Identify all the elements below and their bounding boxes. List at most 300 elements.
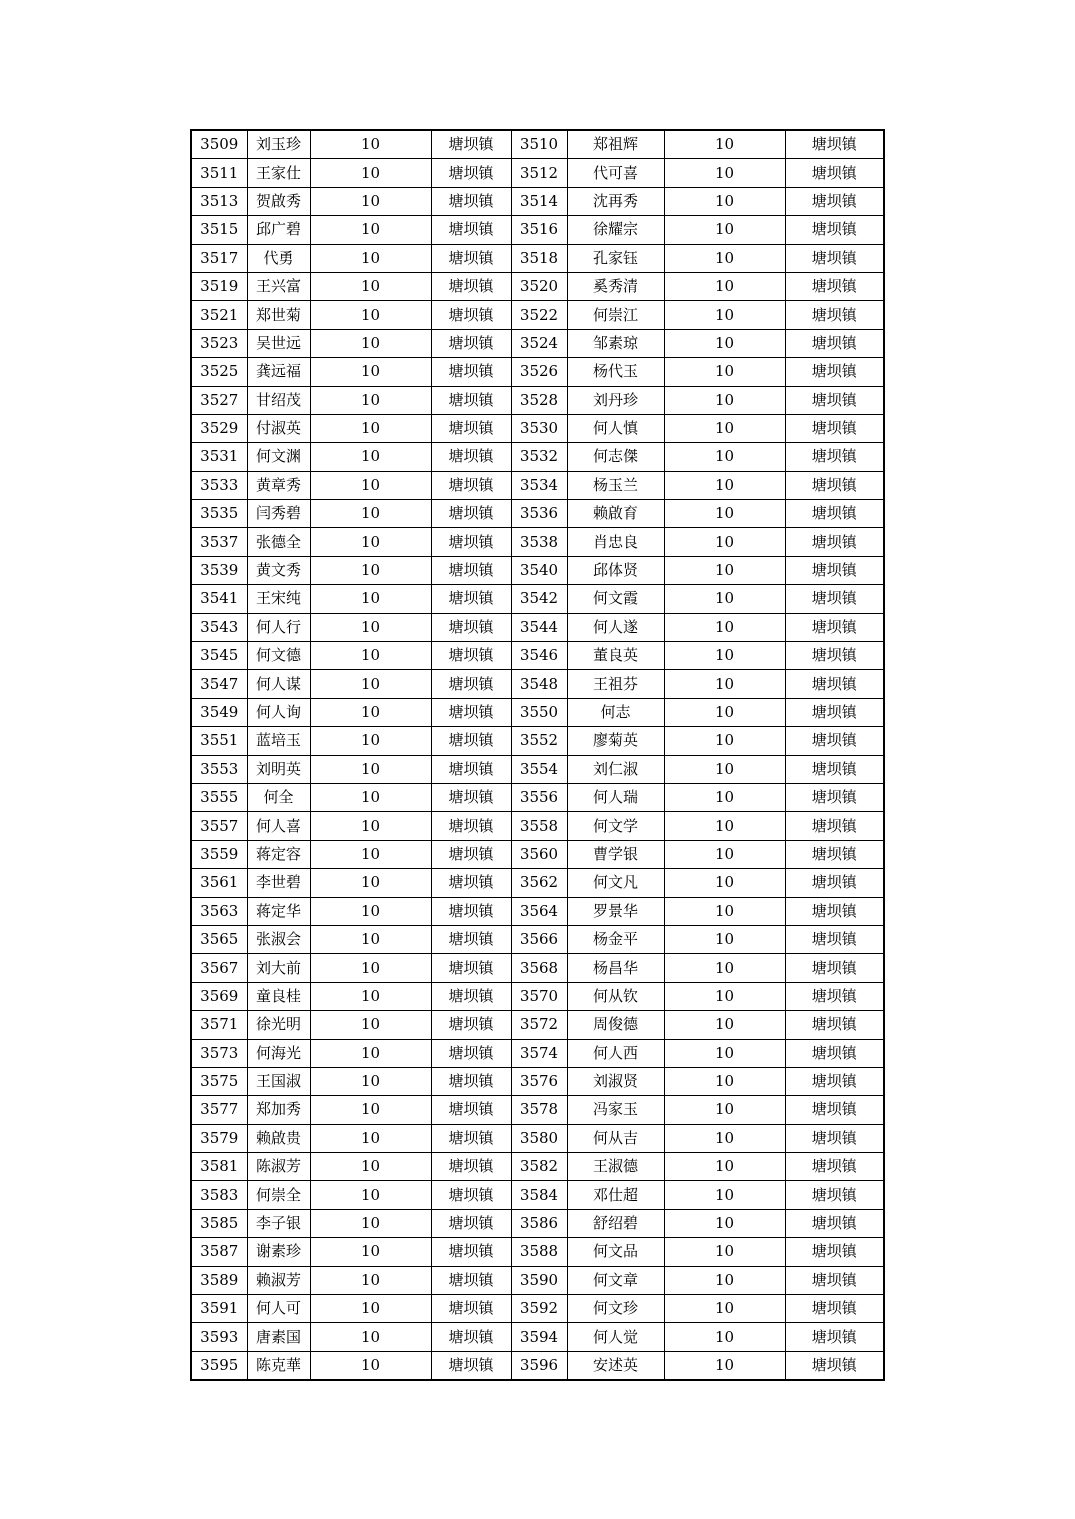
- name-cell: 陈淑芳: [247, 1153, 310, 1181]
- town-cell: 塘坝镇: [431, 727, 511, 755]
- amount-cell: 10: [664, 1011, 785, 1039]
- amount-cell: 10: [664, 216, 785, 244]
- amount-cell: 10: [664, 187, 785, 215]
- amount-cell: 10: [310, 414, 431, 442]
- name-cell: 王家仕: [247, 159, 310, 187]
- town-cell: 塘坝镇: [431, 301, 511, 329]
- name-cell: 黄章秀: [247, 471, 310, 499]
- serial-number-cell: 3588: [511, 1238, 567, 1266]
- town-cell: 塘坝镇: [431, 1067, 511, 1095]
- town-cell: 塘坝镇: [431, 216, 511, 244]
- town-cell: 塘坝镇: [785, 216, 884, 244]
- town-cell: 塘坝镇: [431, 670, 511, 698]
- town-cell: 塘坝镇: [431, 471, 511, 499]
- name-cell: 龚远福: [247, 358, 310, 386]
- serial-number-cell: 3571: [191, 1011, 247, 1039]
- town-cell: 塘坝镇: [785, 443, 884, 471]
- table-row: [191, 500, 884, 528]
- serial-number-cell: 3522: [511, 301, 567, 329]
- amount-cell: 10: [310, 1209, 431, 1237]
- town-cell: 塘坝镇: [785, 1067, 884, 1095]
- town-cell: 塘坝镇: [431, 642, 511, 670]
- town-cell: 塘坝镇: [785, 1011, 884, 1039]
- serial-number-cell: 3574: [511, 1039, 567, 1067]
- town-cell: 塘坝镇: [431, 1096, 511, 1124]
- name-cell: 何文珍: [567, 1295, 664, 1323]
- town-cell: 塘坝镇: [431, 698, 511, 726]
- serial-number-cell: 3592: [511, 1295, 567, 1323]
- amount-cell: 10: [664, 1039, 785, 1067]
- town-cell: 塘坝镇: [431, 982, 511, 1010]
- name-cell: 王祖芬: [567, 670, 664, 698]
- name-cell: 杨玉兰: [567, 471, 664, 499]
- amount-cell: 10: [310, 1039, 431, 1067]
- serial-number-cell: 3512: [511, 159, 567, 187]
- serial-number-cell: 3579: [191, 1124, 247, 1152]
- amount-cell: 10: [310, 130, 431, 159]
- town-cell: 塘坝镇: [785, 869, 884, 897]
- serial-number-cell: 3547: [191, 670, 247, 698]
- amount-cell: 10: [310, 329, 431, 357]
- amount-cell: 10: [664, 840, 785, 868]
- table-row: [191, 1209, 884, 1237]
- serial-number-cell: 3593: [191, 1323, 247, 1351]
- town-cell: 塘坝镇: [431, 585, 511, 613]
- serial-number-cell: 3524: [511, 329, 567, 357]
- serial-number-cell: 3520: [511, 272, 567, 300]
- town-cell: 塘坝镇: [431, 443, 511, 471]
- name-cell: 何文霞: [567, 585, 664, 613]
- serial-number-cell: 3544: [511, 613, 567, 641]
- serial-number-cell: 3531: [191, 443, 247, 471]
- table-row: [191, 670, 884, 698]
- town-cell: 塘坝镇: [431, 1181, 511, 1209]
- serial-number-cell: 3536: [511, 500, 567, 528]
- name-cell: 刘淑贤: [567, 1067, 664, 1095]
- amount-cell: 10: [310, 670, 431, 698]
- name-cell: 陈克華: [247, 1351, 310, 1380]
- amount-cell: 10: [664, 670, 785, 698]
- serial-number-cell: 3554: [511, 755, 567, 783]
- town-cell: 塘坝镇: [431, 1238, 511, 1266]
- town-cell: 塘坝镇: [785, 1295, 884, 1323]
- town-cell: 塘坝镇: [785, 670, 884, 698]
- name-cell: 何人谋: [247, 670, 310, 698]
- serial-number-cell: 3577: [191, 1096, 247, 1124]
- town-cell: 塘坝镇: [785, 187, 884, 215]
- serial-number-cell: 3594: [511, 1323, 567, 1351]
- town-cell: 塘坝镇: [785, 642, 884, 670]
- serial-number-cell: 3540: [511, 556, 567, 584]
- table-row: [191, 1153, 884, 1181]
- name-cell: 何全: [247, 783, 310, 811]
- amount-cell: 10: [664, 244, 785, 272]
- name-cell: 何崇江: [567, 301, 664, 329]
- table-row: [191, 585, 884, 613]
- serial-number-cell: 3578: [511, 1096, 567, 1124]
- name-cell: 徐光明: [247, 1011, 310, 1039]
- amount-cell: 10: [664, 755, 785, 783]
- amount-cell: 10: [310, 1011, 431, 1039]
- town-cell: 塘坝镇: [431, 1266, 511, 1294]
- town-cell: 塘坝镇: [431, 1323, 511, 1351]
- amount-cell: 10: [664, 1181, 785, 1209]
- name-cell: 唐素国: [247, 1323, 310, 1351]
- amount-cell: 10: [664, 358, 785, 386]
- name-cell: 何人喜: [247, 812, 310, 840]
- serial-number-cell: 3535: [191, 500, 247, 528]
- town-cell: 塘坝镇: [431, 272, 511, 300]
- serial-number-cell: 3582: [511, 1153, 567, 1181]
- town-cell: 塘坝镇: [431, 130, 511, 159]
- town-cell: 塘坝镇: [785, 727, 884, 755]
- amount-cell: 10: [664, 386, 785, 414]
- amount-cell: 10: [664, 159, 785, 187]
- amount-cell: 10: [664, 414, 785, 442]
- name-cell: 付淑英: [247, 414, 310, 442]
- amount-cell: 10: [664, 528, 785, 556]
- serial-number-cell: 3548: [511, 670, 567, 698]
- town-cell: 塘坝镇: [431, 1295, 511, 1323]
- town-cell: 塘坝镇: [431, 812, 511, 840]
- amount-cell: 10: [310, 159, 431, 187]
- table-row: [191, 329, 884, 357]
- serial-number-cell: 3586: [511, 1209, 567, 1237]
- table-row: [191, 187, 884, 215]
- name-cell: 蓝培玉: [247, 727, 310, 755]
- table-row: [191, 869, 884, 897]
- amount-cell: 10: [310, 1067, 431, 1095]
- table-row: [191, 698, 884, 726]
- name-cell: 王宋纯: [247, 585, 310, 613]
- amount-cell: 10: [310, 755, 431, 783]
- serial-number-cell: 3530: [511, 414, 567, 442]
- serial-number-cell: 3568: [511, 954, 567, 982]
- town-cell: 塘坝镇: [785, 329, 884, 357]
- name-cell: 何人遂: [567, 613, 664, 641]
- table-row: [191, 301, 884, 329]
- name-cell: 邱体贤: [567, 556, 664, 584]
- town-cell: 塘坝镇: [431, 869, 511, 897]
- serial-number-cell: 3591: [191, 1295, 247, 1323]
- name-cell: 何人西: [567, 1039, 664, 1067]
- town-cell: 塘坝镇: [785, 358, 884, 386]
- table-row: [191, 1266, 884, 1294]
- name-cell: 赖啟贵: [247, 1124, 310, 1152]
- serial-number-cell: 3517: [191, 244, 247, 272]
- name-cell: 代勇: [247, 244, 310, 272]
- amount-cell: 10: [310, 386, 431, 414]
- table-row: [191, 1351, 884, 1380]
- town-cell: 塘坝镇: [785, 812, 884, 840]
- name-cell: 安述英: [567, 1351, 664, 1380]
- town-cell: 塘坝镇: [431, 386, 511, 414]
- town-cell: 塘坝镇: [785, 1096, 884, 1124]
- amount-cell: 10: [310, 982, 431, 1010]
- amount-cell: 10: [664, 1067, 785, 1095]
- name-cell: 曹学银: [567, 840, 664, 868]
- amount-cell: 10: [664, 500, 785, 528]
- serial-number-cell: 3553: [191, 755, 247, 783]
- serial-number-cell: 3560: [511, 840, 567, 868]
- serial-number-cell: 3572: [511, 1011, 567, 1039]
- amount-cell: 10: [310, 783, 431, 811]
- amount-cell: 10: [310, 585, 431, 613]
- name-cell: 何文品: [567, 1238, 664, 1266]
- name-cell: 罗景华: [567, 897, 664, 925]
- town-cell: 塘坝镇: [431, 244, 511, 272]
- serial-number-cell: 3511: [191, 159, 247, 187]
- serial-number-cell: 3525: [191, 358, 247, 386]
- table-row: [191, 216, 884, 244]
- amount-cell: 10: [664, 1209, 785, 1237]
- serial-number-cell: 3590: [511, 1266, 567, 1294]
- serial-number-cell: 3562: [511, 869, 567, 897]
- name-cell: 杨金平: [567, 925, 664, 953]
- amount-cell: 10: [310, 272, 431, 300]
- amount-cell: 10: [310, 358, 431, 386]
- serial-number-cell: 3539: [191, 556, 247, 584]
- serial-number-cell: 3528: [511, 386, 567, 414]
- table-row: [191, 159, 884, 187]
- serial-number-cell: 3521: [191, 301, 247, 329]
- amount-cell: 10: [664, 556, 785, 584]
- town-cell: 塘坝镇: [785, 585, 884, 613]
- amount-cell: 10: [310, 925, 431, 953]
- town-cell: 塘坝镇: [785, 301, 884, 329]
- serial-number-cell: 3541: [191, 585, 247, 613]
- serial-number-cell: 3565: [191, 925, 247, 953]
- town-cell: 塘坝镇: [431, 925, 511, 953]
- serial-number-cell: 3584: [511, 1181, 567, 1209]
- serial-number-cell: 3514: [511, 187, 567, 215]
- amount-cell: 10: [664, 925, 785, 953]
- amount-cell: 10: [310, 698, 431, 726]
- name-cell: 肖忠良: [567, 528, 664, 556]
- serial-number-cell: 3558: [511, 812, 567, 840]
- amount-cell: 10: [664, 130, 785, 159]
- amount-cell: 10: [664, 1153, 785, 1181]
- table-row: [191, 528, 884, 556]
- serial-number-cell: 3543: [191, 613, 247, 641]
- serial-number-cell: 3569: [191, 982, 247, 1010]
- name-cell: 刘大前: [247, 954, 310, 982]
- town-cell: 塘坝镇: [785, 1351, 884, 1380]
- amount-cell: 10: [310, 1096, 431, 1124]
- table-row: [191, 613, 884, 641]
- amount-cell: 10: [664, 869, 785, 897]
- amount-cell: 10: [310, 1153, 431, 1181]
- name-cell: 廖菊英: [567, 727, 664, 755]
- table-row: [191, 130, 884, 159]
- town-cell: 塘坝镇: [431, 783, 511, 811]
- amount-cell: 10: [310, 528, 431, 556]
- amount-cell: 10: [310, 443, 431, 471]
- town-cell: 塘坝镇: [785, 897, 884, 925]
- town-cell: 塘坝镇: [785, 528, 884, 556]
- serial-number-cell: 3581: [191, 1153, 247, 1181]
- table-row: [191, 727, 884, 755]
- name-cell: 张淑会: [247, 925, 310, 953]
- serial-number-cell: 3526: [511, 358, 567, 386]
- name-cell: 董良英: [567, 642, 664, 670]
- town-cell: 塘坝镇: [785, 1266, 884, 1294]
- serial-number-cell: 3518: [511, 244, 567, 272]
- town-cell: 塘坝镇: [431, 500, 511, 528]
- amount-cell: 10: [664, 1351, 785, 1380]
- name-cell: 王兴富: [247, 272, 310, 300]
- name-cell: 何文渊: [247, 443, 310, 471]
- town-cell: 塘坝镇: [431, 755, 511, 783]
- amount-cell: 10: [310, 869, 431, 897]
- town-cell: 塘坝镇: [785, 556, 884, 584]
- amount-cell: 10: [664, 272, 785, 300]
- amount-cell: 10: [664, 301, 785, 329]
- name-cell: 何人可: [247, 1295, 310, 1323]
- serial-number-cell: 3580: [511, 1124, 567, 1152]
- table-row: [191, 1238, 884, 1266]
- amount-cell: 10: [310, 301, 431, 329]
- amount-cell: 10: [310, 500, 431, 528]
- town-cell: 塘坝镇: [785, 982, 884, 1010]
- name-cell: 刘明英: [247, 755, 310, 783]
- town-cell: 塘坝镇: [785, 840, 884, 868]
- serial-number-cell: 3549: [191, 698, 247, 726]
- table-row: [191, 386, 884, 414]
- amount-cell: 10: [310, 812, 431, 840]
- table-row: [191, 812, 884, 840]
- town-cell: 塘坝镇: [431, 329, 511, 357]
- town-cell: 塘坝镇: [785, 925, 884, 953]
- amount-cell: 10: [310, 1323, 431, 1351]
- amount-cell: 10: [664, 585, 785, 613]
- serial-number-cell: 3595: [191, 1351, 247, 1380]
- town-cell: 塘坝镇: [431, 187, 511, 215]
- table-row: [191, 1181, 884, 1209]
- name-cell: 何从钦: [567, 982, 664, 1010]
- amount-cell: 10: [310, 840, 431, 868]
- amount-cell: 10: [664, 1096, 785, 1124]
- name-cell: 闫秀碧: [247, 500, 310, 528]
- amount-cell: 10: [664, 471, 785, 499]
- serial-number-cell: 3532: [511, 443, 567, 471]
- amount-cell: 10: [664, 1295, 785, 1323]
- name-cell: 谢素珍: [247, 1238, 310, 1266]
- amount-cell: 10: [310, 1124, 431, 1152]
- town-cell: 塘坝镇: [785, 159, 884, 187]
- serial-number-cell: 3533: [191, 471, 247, 499]
- name-cell: 舒绍碧: [567, 1209, 664, 1237]
- table-row: [191, 1039, 884, 1067]
- amount-cell: 10: [310, 1351, 431, 1380]
- amount-cell: 10: [664, 783, 785, 811]
- town-cell: 塘坝镇: [785, 1124, 884, 1152]
- town-cell: 塘坝镇: [785, 272, 884, 300]
- table-row: [191, 1124, 884, 1152]
- name-cell: 张德全: [247, 528, 310, 556]
- amount-cell: 10: [664, 698, 785, 726]
- name-cell: 王国淑: [247, 1067, 310, 1095]
- amount-cell: 10: [310, 613, 431, 641]
- town-cell: 塘坝镇: [431, 556, 511, 584]
- serial-number-cell: 3596: [511, 1351, 567, 1380]
- amount-cell: 10: [310, 471, 431, 499]
- name-cell: 何人行: [247, 613, 310, 641]
- town-cell: 塘坝镇: [431, 1153, 511, 1181]
- serial-number-cell: 3587: [191, 1238, 247, 1266]
- table-row: [191, 471, 884, 499]
- serial-number-cell: 3585: [191, 1209, 247, 1237]
- name-cell: 童良桂: [247, 982, 310, 1010]
- name-cell: 李子银: [247, 1209, 310, 1237]
- name-cell: 何崇全: [247, 1181, 310, 1209]
- name-cell: 何文德: [247, 642, 310, 670]
- town-cell: 塘坝镇: [431, 897, 511, 925]
- town-cell: 塘坝镇: [431, 1209, 511, 1237]
- table-row: [191, 1096, 884, 1124]
- name-cell: 吴世远: [247, 329, 310, 357]
- amount-cell: 10: [664, 1266, 785, 1294]
- amount-cell: 10: [664, 727, 785, 755]
- town-cell: 塘坝镇: [785, 386, 884, 414]
- table-row: [191, 925, 884, 953]
- serial-number-cell: 3561: [191, 869, 247, 897]
- name-cell: 王淑德: [567, 1153, 664, 1181]
- name-cell: 何人瑞: [567, 783, 664, 811]
- name-cell: 杨代玉: [567, 358, 664, 386]
- name-cell: 贺啟秀: [247, 187, 310, 215]
- amount-cell: 10: [664, 954, 785, 982]
- amount-cell: 10: [310, 1181, 431, 1209]
- serial-number-cell: 3556: [511, 783, 567, 811]
- serial-number-cell: 3510: [511, 130, 567, 159]
- serial-number-cell: 3546: [511, 642, 567, 670]
- town-cell: 塘坝镇: [785, 755, 884, 783]
- roster-body: [191, 130, 884, 1380]
- amount-cell: 10: [664, 613, 785, 641]
- name-cell: 奚秀清: [567, 272, 664, 300]
- town-cell: 塘坝镇: [785, 500, 884, 528]
- name-cell: 刘丹珍: [567, 386, 664, 414]
- name-cell: 周俊德: [567, 1011, 664, 1039]
- amount-cell: 10: [310, 1295, 431, 1323]
- table-row: [191, 897, 884, 925]
- serial-number-cell: 3576: [511, 1067, 567, 1095]
- table-row: [191, 783, 884, 811]
- amount-cell: 10: [310, 1266, 431, 1294]
- name-cell: 郑加秀: [247, 1096, 310, 1124]
- name-cell: 沈再秀: [567, 187, 664, 215]
- name-cell: 蒋定容: [247, 840, 310, 868]
- amount-cell: 10: [310, 556, 431, 584]
- amount-cell: 10: [664, 1238, 785, 1266]
- town-cell: 塘坝镇: [431, 414, 511, 442]
- name-cell: 冯家玉: [567, 1096, 664, 1124]
- town-cell: 塘坝镇: [785, 783, 884, 811]
- town-cell: 塘坝镇: [785, 613, 884, 641]
- name-cell: 李世碧: [247, 869, 310, 897]
- name-cell: 郑祖辉: [567, 130, 664, 159]
- name-cell: 何文学: [567, 812, 664, 840]
- name-cell: 何志: [567, 698, 664, 726]
- town-cell: 塘坝镇: [785, 1238, 884, 1266]
- amount-cell: 10: [310, 244, 431, 272]
- town-cell: 塘坝镇: [785, 1153, 884, 1181]
- name-cell: 刘玉珍: [247, 130, 310, 159]
- amount-cell: 10: [664, 897, 785, 925]
- name-cell: 郑世菊: [247, 301, 310, 329]
- serial-number-cell: 3519: [191, 272, 247, 300]
